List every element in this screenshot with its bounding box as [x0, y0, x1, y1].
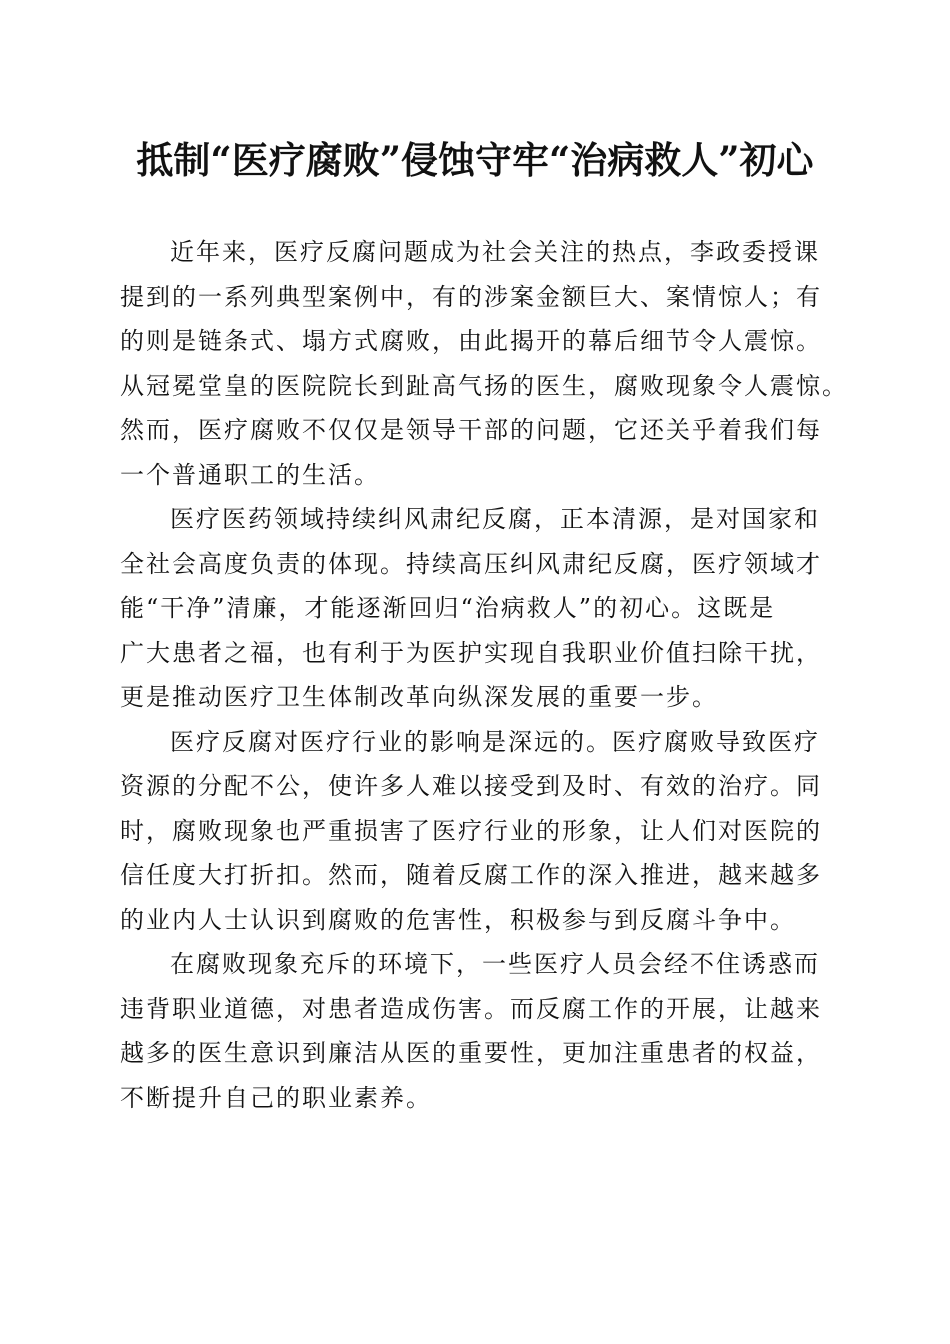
paragraph-line: 医疗反腐对医疗行业的影响是深远的。医疗腐败导致医疗	[170, 727, 820, 756]
paragraph-line: 时，腐败现象也严重损害了医疗行业的形象，让人们对医院的	[120, 816, 822, 845]
paragraph-line: 一个普通职工的生活。	[120, 460, 380, 489]
paragraph-line: 资源的分配不公，使许多人难以接受到及时、有效的治疗。同	[120, 772, 822, 800]
document-title: 抵制“医疗腐败”侵蚀守牢“治病救人”初心	[136, 138, 814, 182]
paragraph-line: 全社会高度负责的体现。持续高压纠风肃纪反腐，医疗领域才	[120, 549, 822, 578]
paragraph-line: 的则是链条式、塌方式腐败，由此揭开的幕后细节令人震惊。	[120, 327, 822, 355]
paragraph-line: 越多的医生意识到廉洁从医的重要性，更加注重患者的权益，	[120, 1039, 822, 1067]
paragraph-line: 不断提升自己的职业素养。	[120, 1083, 432, 1112]
paragraph	[120, 230, 848, 497]
paragraph-line: 信任度大打折扣。然而，随着反腐工作的深入推进，越来越多	[120, 861, 822, 889]
paragraph-line: 医疗医药领域持续纠风肃纪反腐，正本清源，是对国家和	[170, 505, 820, 533]
paragraph-line: 在腐败现象充斥的环境下，一些医疗人员会经不住诱惑而	[170, 950, 820, 978]
paragraph-line: 广大患者之福，也有利于为医护实现自我职业价值扫除干扰，	[120, 638, 822, 667]
paragraph-line: 从冠冕堂皇的医院院长到趾高气扬的医生，腐败现象令人震惊。	[120, 371, 848, 400]
paragraph	[120, 942, 840, 1120]
paragraph-line: 能“干净”清廉，才能逐渐回归“治病救人”的初心。这既是	[120, 594, 776, 622]
paragraph-line: 违背职业道德，对患者造成伤害。而反腐工作的开展，让越来	[120, 994, 822, 1023]
paragraph-line: 更是推动医疗卫生体制改革向纵深发展的重要一步。	[120, 683, 718, 711]
document-body	[120, 230, 848, 1120]
paragraph	[120, 497, 840, 720]
paragraph-line: 的业内人士认识到腐败的危害性，积极参与到反腐斗争中。	[120, 905, 796, 934]
paragraph-line: 然而，医疗腐败不仅仅是领导干部的问题，它还关乎着我们每	[120, 416, 822, 444]
paragraph-line: 提到的一系列典型案例中，有的涉案金额巨大、案情惊人；有	[120, 282, 822, 311]
paragraph	[120, 720, 840, 943]
paragraph-line: 近年来，医疗反腐问题成为社会关注的热点，李政委授课	[170, 238, 820, 266]
